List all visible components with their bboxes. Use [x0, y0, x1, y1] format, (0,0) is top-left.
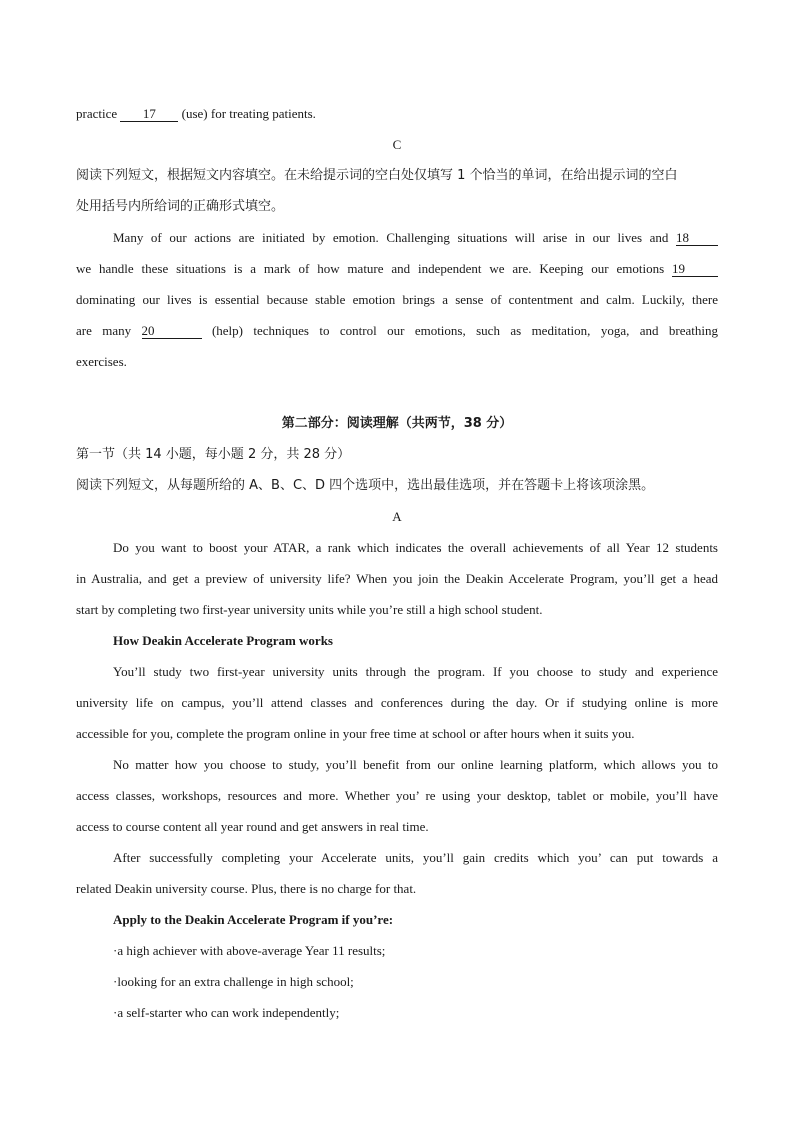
- para1-line-2: in Australia, and get a preview of university life? When you join the Deakin Accelerate Program, you’ll get a head: [76, 571, 718, 586]
- carryover-text-post: (use) for treating patients.: [181, 106, 316, 121]
- para4-line-1: After successfully completing your Accelerate units, you’ll gain credits which you’ can put towards a: [113, 850, 718, 865]
- para2-line-1: You’ll study two first-year university units through the program. If you choose to study and experience: [113, 664, 718, 679]
- c-instruction-line-1: 阅读下列短文，根据短文内容填空。在未给提示词的空白处仅填写 1 个恰当的单词，在给出提示词的空白: [76, 168, 678, 183]
- para2-line-2: university life on campus, you’ll attend classes and conferences during the day. Or if studying online is more: [76, 695, 718, 710]
- carryover-text-pre: practice: [76, 106, 121, 121]
- para1-line-1: Do you want to boost your ATAR, a rank which indicates the overall achievements of all Year 12 students: [113, 540, 718, 555]
- spacer: [76, 377, 718, 408]
- para2-line-3: accessible for you, complete the program online in your free time at school or after hours when it suits you.: [76, 726, 635, 741]
- c-passage-text: we handle these situations is a mark of how mature and independent we are. Keeping our emotions: [76, 261, 672, 276]
- para3-line-2: access classes, workshops, resources and more. Whether you’ re using your desktop, tablet or mobile, you’ll have: [76, 788, 718, 803]
- c-passage-line-3: dominating our lives is essential because stable emotion brings a sense of contentment and calm. Luckily, there: [76, 292, 718, 307]
- blank-19: 19: [672, 262, 718, 277]
- c-passage-text: Many of our actions are initiated by emotion. Challenging situations will arise in our lives and: [113, 230, 676, 245]
- subheading-how-it-works: How Deakin Accelerate Program works: [113, 633, 333, 648]
- para3-line-1: No matter how you choose to study, you’ll benefit from our online learning platform, which allows you to: [113, 757, 718, 772]
- c-passage-line-4: [76, 315, 718, 346]
- section1-title: 第一节（共 14 小题，每小题 2 分，共 28 分）: [76, 447, 351, 462]
- part2-instruction: 阅读下列短文，从每题所给的 A、B、C、D 四个选项中，选出最佳选项，并在答题卡上将该项涂黑。: [76, 478, 655, 493]
- subheading-apply: Apply to the Deakin Accelerate Program if you’re:: [113, 912, 394, 927]
- para3-line-3: access to course content all year round and get answers in real time.: [76, 819, 429, 834]
- blank-17: 17: [120, 107, 178, 122]
- c-passage-text: (help) techniques to control our emotions, such as meditation, yoga, and breathing: [201, 323, 718, 338]
- part2-heading: 第二部分：阅读理解（共两节，38 分）: [281, 416, 513, 431]
- document-page: [76, 98, 718, 1028]
- bullet-item: ·a self-starter who can work independently;: [113, 1005, 340, 1020]
- blank-20: 20: [142, 324, 202, 339]
- c-instruction-line-2: 处用括号内所给词的正确形式填空。: [76, 199, 285, 214]
- bullet-item: ·a high achiever with above-average Year 11 results;: [113, 943, 386, 958]
- c-passage-line-5: exercises.: [76, 354, 127, 369]
- c-passage-text: are many: [76, 323, 142, 338]
- carryover-line: [76, 98, 718, 129]
- bullet-item: ·looking for an extra challenge in high school;: [113, 974, 354, 989]
- blank-18: 18: [676, 231, 718, 246]
- c-passage-line-1: [76, 222, 718, 253]
- section-label-c: C: [392, 137, 402, 152]
- c-passage-line-2: [76, 253, 718, 284]
- passage-label-a: A: [392, 509, 402, 524]
- para1-line-3: start by completing two first-year university units while you’re still a high school student.: [76, 602, 543, 617]
- para4-line-2: related Deakin university course. Plus, there is no charge for that.: [76, 881, 417, 896]
